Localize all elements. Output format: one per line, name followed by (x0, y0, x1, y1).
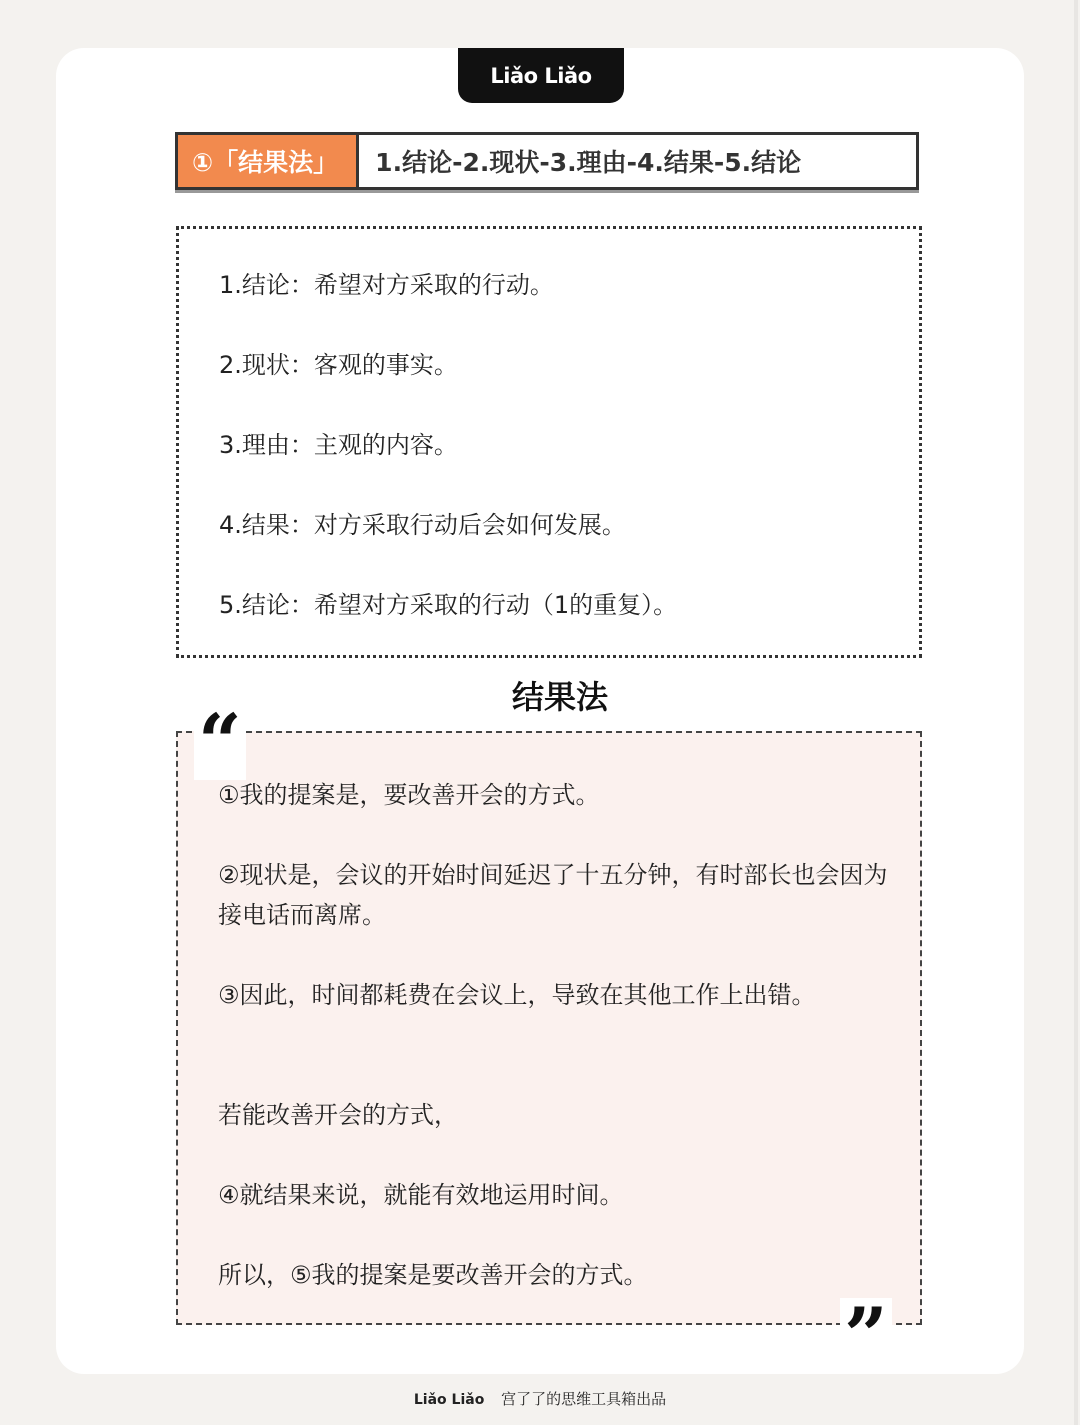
example-box (176, 731, 922, 1325)
definition-item: 3.理由：主观的内容。 (219, 431, 458, 459)
definition-item: 5.结论：希望对方采取的行动（1的重复）。 (219, 591, 678, 619)
example-paragraph: ③因此，时间都耗费在会议上，导致在其他工作上出错。 (218, 981, 816, 1009)
footer (0, 1388, 1080, 1409)
close-quote-icon: ” (840, 1298, 892, 1342)
definitions-box (176, 226, 922, 658)
footer-brand: Liǎo Liǎo (413, 1392, 485, 1408)
example-paragraph: 若能改善开会的方式， (218, 1101, 458, 1129)
example-paragraph: ④就结果来说，就能有效地运用时间。 (218, 1181, 624, 1209)
example-paragraph: 所以，⑤我的提案是要改善开会的方式。 (218, 1261, 648, 1289)
method-tag: ①「结果法」 (178, 135, 359, 187)
brand-logo (458, 48, 624, 103)
method-title-bar (175, 132, 919, 190)
definition-item: 4.结果：对方采取行动后会如何发展。 (219, 511, 626, 539)
example-paragraph: ②现状是，会议的开始时间延迟了十五分钟，有时部长也会因为接电话而离席。 (218, 861, 888, 929)
brand-logo-text: Liǎo Liǎo (490, 63, 592, 88)
open-quote-icon: “ (194, 704, 246, 780)
example-paragraph: ①我的提案是，要改善开会的方式。 (218, 781, 600, 809)
definition-item: 1.结论：希望对方采取的行动。 (219, 271, 554, 299)
method-sequence: 1.结论-2.现状-3.理由-4.结果-5.结论 (375, 148, 802, 177)
footer-text: 宫了了的思维工具箱出品 (501, 1390, 667, 1408)
definition-item: 2.现状：客观的事实。 (219, 351, 458, 379)
section-title: 结果法 (511, 678, 608, 716)
scrollbar[interactable] (1074, 0, 1078, 1425)
